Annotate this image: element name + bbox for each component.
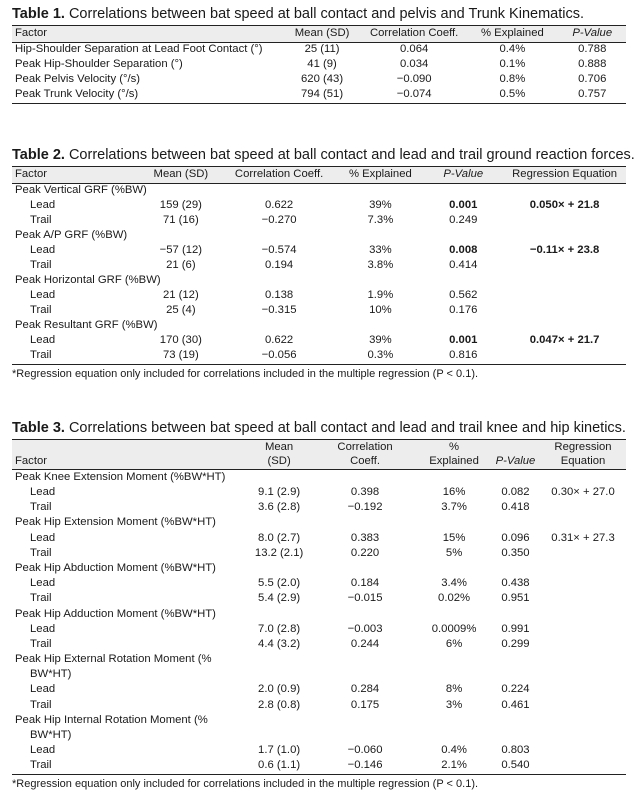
table-cell: 39% <box>369 334 392 347</box>
row-label: Trail <box>30 546 52 559</box>
table-cell: 0.249 <box>449 214 478 227</box>
table-cell: 0.176 <box>449 304 478 317</box>
table-cell: −0.090 <box>396 73 432 86</box>
table-3-header-row <box>12 440 626 470</box>
table-cell: 159 (29) <box>159 199 202 212</box>
table-cell: 0.4% <box>441 744 467 757</box>
column-header-line: Factor <box>15 454 48 467</box>
column-header: P-Value <box>558 26 626 43</box>
row-label: Lead <box>30 744 56 757</box>
table-cell: 3.6 (2.8) <box>258 501 301 514</box>
table-row <box>12 698 626 713</box>
table-cell: 1.7 (1.0) <box>258 744 301 757</box>
column-header <box>540 440 626 470</box>
table-cell: 0.438 <box>501 577 530 590</box>
table-cell: 0.414 <box>449 259 478 272</box>
table-cell: 3% <box>445 698 463 711</box>
table-cell: −0.11× + 23.8 <box>529 244 600 257</box>
column-header-line: Mean <box>264 441 294 453</box>
table-1-header-row <box>12 26 626 43</box>
table-cell: 0.788 <box>578 43 607 56</box>
group-row <box>12 470 626 486</box>
table-cell: 15% <box>442 531 466 544</box>
group-label: Peak Resultant GRF (%BW) <box>15 319 158 332</box>
table-cell: −57 (12) <box>159 244 203 257</box>
table-cell: −0.315 <box>261 304 297 317</box>
table-row <box>12 88 626 104</box>
table-cell: 0.184 <box>350 577 380 590</box>
group-row <box>12 183 626 199</box>
table-1 <box>12 6 626 104</box>
group-row <box>12 274 626 289</box>
table-cell <box>540 637 626 652</box>
column-header-line: % <box>449 441 460 453</box>
table-cell: 0.5% <box>466 88 558 104</box>
table-row <box>12 546 626 561</box>
table-cell: 0.138 <box>264 289 294 302</box>
table-2 <box>12 147 635 380</box>
table-cell: −0.060 <box>347 744 383 757</box>
table-cell: 41 (9) <box>307 58 337 71</box>
row-label: Trail <box>12 349 141 365</box>
table-cell: 0.540 <box>491 759 540 775</box>
column-header: P-Value <box>423 167 503 184</box>
table-row <box>12 334 626 349</box>
table-cell: 10% <box>369 304 392 317</box>
row-label: Trail <box>30 501 52 514</box>
row-label: Trail <box>30 304 52 317</box>
table-row <box>12 576 626 591</box>
table-cell: 0.220 <box>350 546 380 559</box>
table-cell: 25 (11) <box>304 43 340 56</box>
table-cell: 0.096 <box>501 531 530 544</box>
table-cell: 0.888 <box>578 58 607 71</box>
table-row <box>12 531 626 546</box>
group-label: Peak Hip External Rotation Moment (% <box>15 653 212 666</box>
table-1-grid <box>12 25 626 104</box>
group-row <box>12 319 626 334</box>
table-cell: 7.3% <box>367 214 394 227</box>
table-cell <box>503 289 626 304</box>
table-cell: 5.5 (2.0) <box>258 577 301 590</box>
table-cell: 9.1 (2.9) <box>258 486 301 499</box>
table-cell: 170 (30) <box>159 334 202 347</box>
table-row <box>12 244 626 259</box>
table-row <box>12 73 626 88</box>
table-cell: 0.02% <box>438 592 471 605</box>
table-cell <box>540 759 626 775</box>
table-3-caption-label: Table 3. <box>12 420 65 436</box>
table-cell: −0.015 <box>347 592 383 605</box>
group-label: BW*HT) <box>30 668 72 681</box>
table-row <box>12 58 626 73</box>
column-header: Correlation Coeff. <box>221 167 338 184</box>
table-3-grid <box>12 439 626 775</box>
table-cell: 0.803 <box>501 744 530 757</box>
table-cell: 3.7% <box>441 501 467 514</box>
table-cell: 33% <box>369 244 392 257</box>
column-header-line: Regression <box>554 441 612 453</box>
table-cell: 0.3% <box>337 349 423 365</box>
row-label: Lead <box>30 683 56 696</box>
table-2-caption <box>12 147 635 164</box>
table-cell: −0.574 <box>261 244 297 257</box>
row-label: Trail <box>30 259 52 272</box>
row-label: Lead <box>30 577 56 590</box>
column-header: Mean (SD) <box>141 167 221 184</box>
row-label: Peak Pelvis Velocity (°/s) <box>15 73 141 86</box>
row-label: Lead <box>30 622 56 635</box>
table-cell: 2.8 (0.8) <box>258 698 301 711</box>
table-row <box>12 304 626 319</box>
table-row <box>12 622 626 637</box>
table-2-footnote: *Regression equation only included for correlations included in the multiple regression (P < 0.1). <box>12 367 479 380</box>
column-header-line: P-Value <box>495 454 536 467</box>
table-cell: 13.2 (2.1) <box>254 546 304 559</box>
table-row <box>12 42 626 58</box>
row-label: Lead <box>30 486 56 499</box>
group-label: Peak Knee Extension Moment (%BW*HT) <box>15 470 226 483</box>
table-cell: 794 (51) <box>282 88 362 104</box>
table-cell: 5.4 (2.9) <box>258 592 301 605</box>
table-row <box>12 683 626 698</box>
row-label: Trail <box>30 637 52 650</box>
table-cell: 0.001 <box>449 199 478 212</box>
table-cell: 0.398 <box>350 486 380 499</box>
table-cell <box>540 698 626 713</box>
column-header <box>313 440 417 470</box>
column-header: Factor <box>12 26 282 43</box>
table-2-header-row <box>12 167 626 184</box>
table-3-caption <box>12 420 626 437</box>
group-row <box>12 652 626 667</box>
table-row <box>12 759 626 775</box>
row-label: Lead <box>30 289 56 302</box>
table-row <box>12 199 626 214</box>
table-1-caption-label: Table 1. <box>12 6 65 22</box>
row-label: Trail <box>30 214 52 227</box>
group-label: Peak A/P GRF (%BW) <box>15 229 128 242</box>
group-label: Peak Vertical GRF (%BW) <box>15 184 147 197</box>
table-cell: 8.0 (2.7) <box>258 531 301 544</box>
table-row <box>12 500 626 515</box>
table-cell <box>503 259 626 274</box>
table-cell <box>503 349 626 365</box>
table-cell: 21 (12) <box>162 289 199 302</box>
table-cell: 0.622 <box>264 199 294 212</box>
column-header-line: Coeff. <box>350 454 381 467</box>
table-cell: 620 (43) <box>301 73 344 86</box>
table-cell: 3.4% <box>441 577 467 590</box>
table-cell: 4.4 (3.2) <box>258 637 301 650</box>
table-cell: 16% <box>442 486 466 499</box>
table-cell: 25 (4) <box>166 304 196 317</box>
column-header-line: Explained <box>429 454 479 467</box>
group-row <box>12 713 626 728</box>
table-cell: 5% <box>445 546 463 559</box>
table-cell <box>540 576 626 591</box>
table-cell: 0.951 <box>501 592 530 605</box>
group-label: Peak Hip Internal Rotation Moment (% <box>15 713 208 726</box>
table-cell: 2.0 (0.9) <box>258 683 301 696</box>
row-label: Lead <box>30 334 56 347</box>
table-row <box>12 592 626 607</box>
table-cell: 0.001 <box>449 334 478 347</box>
table-cell: 0.050× + 21.8 <box>529 199 600 212</box>
table-1-caption <box>12 6 626 23</box>
table-cell: 0.008 <box>449 244 478 257</box>
table-cell <box>503 304 626 319</box>
table-2-caption-label: Table 2. <box>12 147 65 163</box>
table-cell: 0.082 <box>501 486 530 499</box>
table-cell <box>540 500 626 515</box>
group-row <box>12 667 626 682</box>
table-cell: 0.816 <box>423 349 503 365</box>
table-cell: 0.562 <box>449 289 478 302</box>
table-cell: 0.0009% <box>431 622 477 635</box>
table-cell: 21 (6) <box>166 259 196 272</box>
table-row <box>12 637 626 652</box>
column-header: % Explained <box>337 167 423 184</box>
table-cell: 0.224 <box>501 683 530 696</box>
group-row <box>12 229 626 244</box>
table-cell: 0.194 <box>264 259 294 272</box>
table-1-caption-text: Correlations between bat speed at ball contact and pelvis and Trunk Kinematics. <box>68 6 585 22</box>
table-cell: −0.146 <box>313 759 417 775</box>
table-row <box>12 743 626 758</box>
table-cell: 7.0 (2.8) <box>258 622 301 635</box>
table-row <box>12 289 626 304</box>
table-cell <box>540 592 626 607</box>
column-header <box>12 440 245 470</box>
table-cell: 0.622 <box>264 334 294 347</box>
column-header: Regression Equation <box>503 167 626 184</box>
group-row <box>12 607 626 622</box>
column-header <box>417 440 491 470</box>
table-cell <box>503 214 626 229</box>
table-cell: 0.4% <box>499 43 526 56</box>
group-row <box>12 728 626 743</box>
table-cell: −0.003 <box>347 622 383 635</box>
table-cell: 73 (19) <box>141 349 221 365</box>
table-cell <box>540 546 626 561</box>
table-cell <box>540 683 626 698</box>
table-cell <box>540 743 626 758</box>
group-label: BW*HT) <box>30 729 72 742</box>
table-cell: 0.6 (1.1) <box>245 759 313 775</box>
table-cell: 8% <box>445 683 463 696</box>
table-cell: 0.299 <box>501 637 530 650</box>
row-label: Lead <box>30 244 56 257</box>
table-cell: 0.30× + 27.0 <box>551 486 615 499</box>
table-row <box>12 214 626 229</box>
row-label: Peak Hip-Shoulder Separation (°) <box>15 58 183 71</box>
table-row <box>12 349 626 365</box>
column-header-line: Equation <box>560 454 606 467</box>
group-label: Peak Hip Adduction Moment (%BW*HT) <box>15 607 216 620</box>
table-3-caption-text: Correlations between bat speed at ball contact and lead and trail knee and hip kinetics. <box>68 420 626 436</box>
table-cell: 0.047× + 21.7 <box>529 334 600 347</box>
table-3 <box>12 420 626 790</box>
table-cell: 39% <box>369 199 392 212</box>
column-header: Mean (SD) <box>282 26 362 43</box>
table-cell: 6% <box>445 637 463 650</box>
table-cell: 0.1% <box>499 58 526 71</box>
group-label: Peak Hip Abduction Moment (%BW*HT) <box>15 561 216 574</box>
table-2-caption-text: Correlations between bat speed at ball contact and lead and trail ground reaction forces. <box>68 147 635 163</box>
table-cell: 0.244 <box>350 637 380 650</box>
group-row <box>12 516 626 531</box>
column-header-line: (SD) <box>267 454 291 467</box>
column-header <box>245 440 313 470</box>
table-cell: 0.175 <box>350 698 380 711</box>
row-label: Hip-Shoulder Separation at Lead Foot Contact (°) <box>15 43 263 56</box>
group-row <box>12 561 626 576</box>
table-row <box>12 485 626 500</box>
column-header: Correlation Coeff. <box>362 26 466 43</box>
table-cell: 0.706 <box>578 73 607 86</box>
table-cell <box>540 622 626 637</box>
table-cell: −0.270 <box>261 214 297 227</box>
table-cell: 0.8% <box>499 73 526 86</box>
row-label: Lead <box>30 199 56 212</box>
table-cell: 0.991 <box>501 622 530 635</box>
table-cell: 2.1% <box>417 759 491 775</box>
table-cell: 1.9% <box>367 289 394 302</box>
table-cell: 0.350 <box>501 546 530 559</box>
table-cell: 0.757 <box>558 88 626 104</box>
table-row <box>12 259 626 274</box>
table-cell: 0.034 <box>400 58 429 71</box>
column-header <box>491 440 540 470</box>
table-cell: 0.418 <box>501 501 530 514</box>
table-cell: −0.056 <box>221 349 338 365</box>
table-cell: −0.074 <box>362 88 466 104</box>
group-label: Peak Hip Extension Moment (%BW*HT) <box>15 516 216 529</box>
row-label: Trail <box>30 592 52 605</box>
table-cell: 0.284 <box>350 683 380 696</box>
table-3-footnote: *Regression equation only included for correlations included in the multiple regression (P < 0.1). <box>12 777 479 790</box>
table-2-grid <box>12 166 626 365</box>
table-cell: 3.8% <box>367 259 394 272</box>
table-cell: 71 (16) <box>162 214 199 227</box>
table-cell: 0.383 <box>350 531 380 544</box>
group-label: Peak Horizontal GRF (%BW) <box>15 274 161 287</box>
row-label: Trail <box>12 759 245 775</box>
column-header: % Explained <box>466 26 558 43</box>
table-cell: −0.192 <box>347 501 383 514</box>
row-label: Peak Trunk Velocity (°/s) <box>12 88 282 104</box>
column-header: Factor <box>12 167 141 184</box>
table-cell: 0.461 <box>501 698 530 711</box>
row-label: Trail <box>30 698 52 711</box>
table-cell: 0.31× + 27.3 <box>551 531 615 544</box>
column-header-line: Correlation <box>337 441 393 453</box>
table-cell: 0.064 <box>400 43 429 56</box>
row-label: Lead <box>30 531 56 544</box>
